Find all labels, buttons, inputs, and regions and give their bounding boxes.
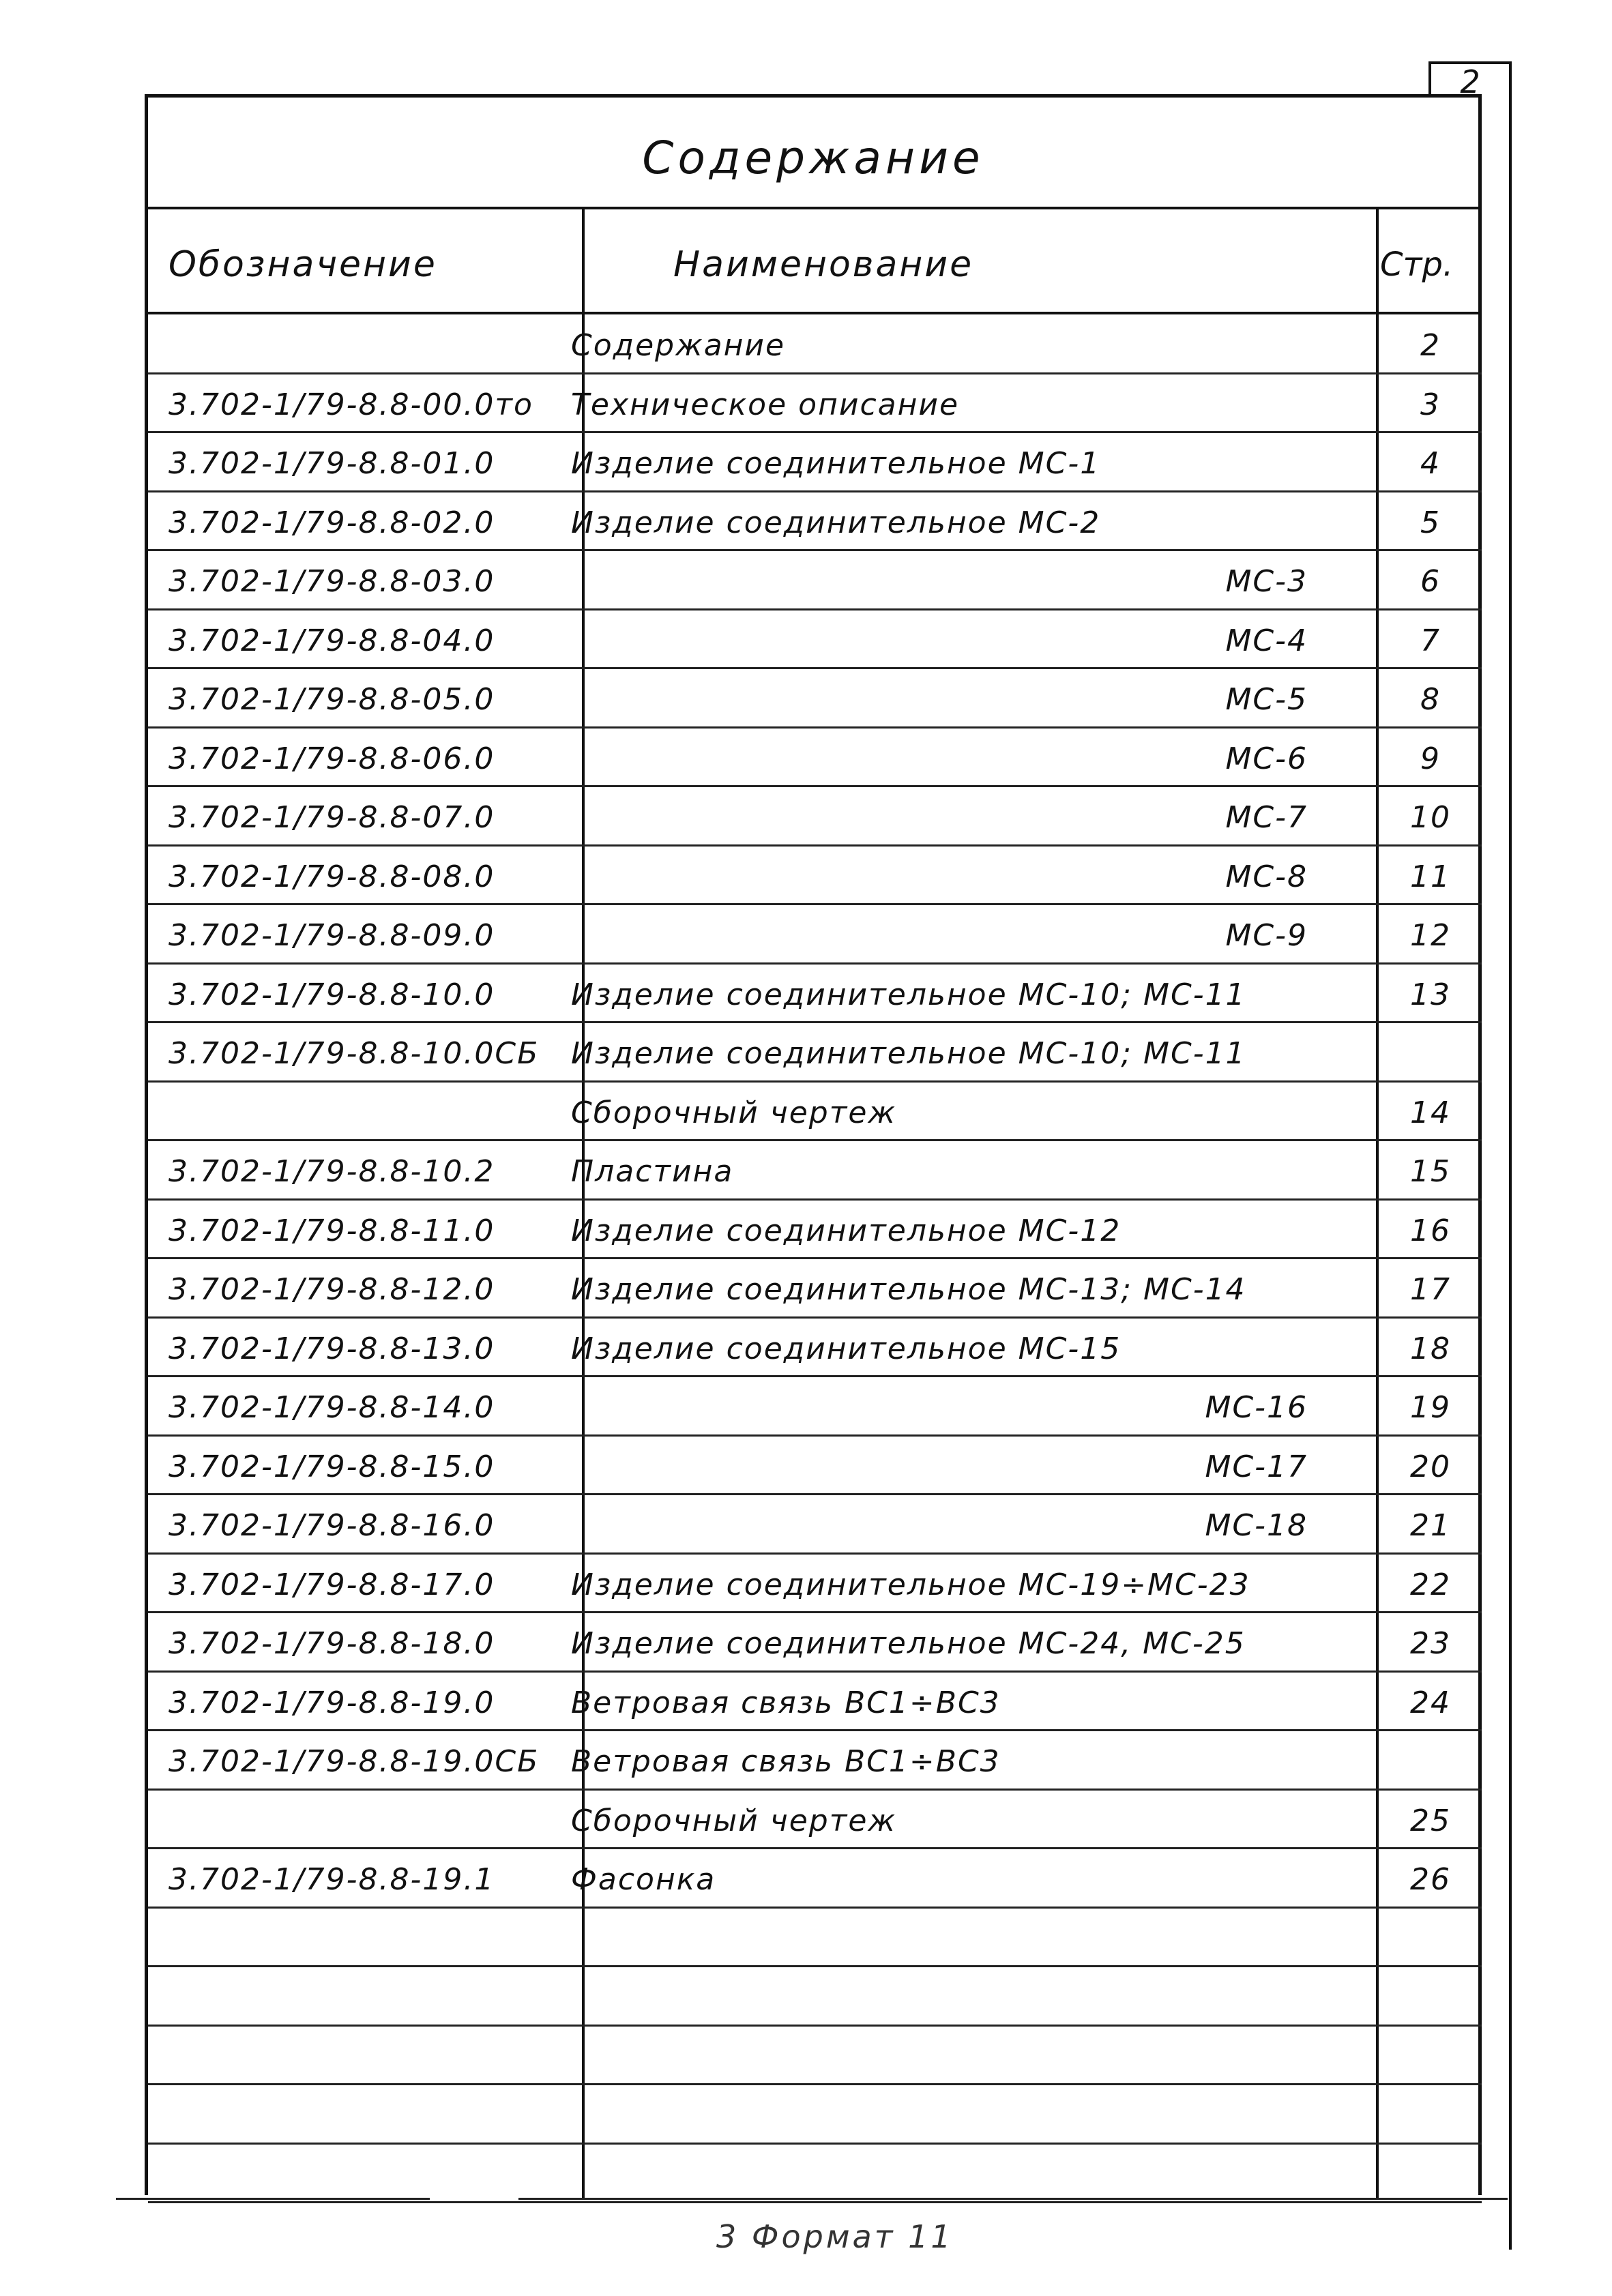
row-page: 2	[1420, 328, 1441, 363]
row-name: Сборочный чертеж	[571, 1095, 897, 1130]
row-divider	[148, 1611, 1482, 1613]
row-page: 23	[1410, 1626, 1451, 1661]
row-divider	[148, 1729, 1482, 1731]
row-designation: 3.702-1/79-8.8-19.0СБ	[168, 1744, 540, 1779]
row-divider	[148, 1789, 1482, 1791]
row-divider	[148, 2025, 1482, 2027]
row-divider	[148, 903, 1482, 905]
header-name: Наименование	[673, 244, 974, 285]
row-divider	[148, 1847, 1482, 1849]
header-designation: Обозначение	[168, 244, 437, 285]
row-page: 21	[1410, 1508, 1451, 1543]
row-name: МС-18	[1205, 1508, 1308, 1543]
row-name: Техническое описание	[571, 387, 960, 422]
footer-line	[116, 2198, 430, 2200]
row-name: Изделие соединительное МС-10; МС-11	[571, 1036, 1246, 1071]
row-page: 11	[1410, 859, 1451, 894]
row-page: 14	[1410, 1095, 1451, 1130]
row-designation: 3.702-1/79-8.8-10.0	[168, 977, 495, 1012]
row-designation: 3.702-1/79-8.8-02.0	[168, 505, 495, 540]
row-page: 8	[1420, 682, 1441, 717]
row-page: 6	[1420, 564, 1441, 599]
row-divider	[148, 1907, 1482, 1909]
row-divider	[148, 1375, 1482, 1377]
row-designation: 3.702-1/79-8.8-05.0	[168, 682, 495, 717]
row-page: 22	[1410, 1567, 1451, 1602]
sheet-number: 2	[1428, 61, 1512, 97]
row-divider	[148, 1080, 1482, 1083]
title-divider	[148, 207, 1478, 209]
row-designation: 3.702-1/79-8.8-16.0	[168, 1508, 495, 1543]
row-name: Изделие соединительное МС-12	[571, 1213, 1122, 1248]
header-divider	[148, 312, 1478, 314]
row-divider	[148, 844, 1482, 847]
row-page: 3	[1420, 387, 1441, 422]
row-designation: 3.702-1/79-8.8-03.0	[168, 564, 495, 599]
row-page: 7	[1420, 623, 1441, 658]
row-page: 25	[1410, 1803, 1451, 1838]
row-page: 9	[1420, 741, 1441, 776]
row-divider	[148, 431, 1482, 433]
row-name: Изделие соединительное МС-1	[571, 446, 1101, 481]
row-designation: 3.702-1/79-8.8-08.0	[168, 859, 495, 894]
row-divider	[148, 785, 1482, 787]
row-name: МС-9	[1225, 918, 1308, 953]
row-divider	[148, 1552, 1482, 1555]
row-name: Фасонка	[571, 1862, 716, 1897]
row-designation: 3.702-1/79-8.8-04.0	[168, 623, 495, 658]
row-page: 10	[1410, 800, 1451, 835]
row-name: Изделие соединительное МС-2	[571, 505, 1101, 540]
row-designation: 3.702-1/79-8.8-12.0	[168, 1272, 495, 1307]
row-divider	[148, 490, 1482, 492]
row-designation: 3.702-1/79-8.8-00.0то	[168, 387, 533, 422]
row-page: 4	[1420, 446, 1441, 481]
row-divider	[148, 1434, 1482, 1437]
row-divider	[148, 726, 1482, 728]
row-divider	[148, 962, 1482, 965]
row-divider	[148, 1316, 1482, 1319]
row-divider	[148, 1671, 1482, 1673]
row-name: Изделие соединительное МС-13; МС-14	[571, 1272, 1246, 1307]
row-name: Сборочный чертеж	[571, 1803, 897, 1838]
row-divider	[148, 1965, 1482, 1967]
row-name: Пластина	[571, 1154, 734, 1189]
row-page: 5	[1420, 505, 1441, 540]
row-name: Содержание	[571, 328, 786, 363]
row-divider	[148, 549, 1482, 551]
row-page: 24	[1410, 1685, 1451, 1720]
row-name: Изделие соединительное МС-19÷МС-23	[571, 1567, 1250, 1602]
header-page: Стр.	[1380, 246, 1454, 284]
row-name: Изделие соединительное МС-24, МС-25	[571, 1626, 1246, 1661]
row-name: МС-17	[1205, 1449, 1308, 1484]
row-name: МС-4	[1225, 623, 1308, 658]
row-page: 16	[1410, 1213, 1451, 1248]
row-designation: 3.702-1/79-8.8-19.0	[168, 1685, 495, 1720]
contents-table-frame	[145, 94, 1482, 2195]
row-divider	[148, 1198, 1482, 1201]
row-divider	[148, 1257, 1482, 1259]
row-name: МС-6	[1225, 741, 1308, 776]
row-designation: 3.702-1/79-8.8-10.0СБ	[168, 1036, 540, 1071]
row-page: 12	[1410, 918, 1451, 953]
page-title: Содержание	[642, 132, 984, 184]
row-name: МС-8	[1225, 859, 1308, 894]
row-name: Ветровая связь ВС1÷ВС3	[571, 1744, 1001, 1779]
row-designation: 3.702-1/79-8.8-10.2	[168, 1154, 495, 1189]
row-divider	[148, 2083, 1482, 2085]
row-divider	[148, 2201, 1482, 2203]
row-name: МС-3	[1225, 564, 1308, 599]
row-name: МС-16	[1205, 1390, 1308, 1425]
row-name: МС-7	[1225, 800, 1308, 835]
row-page: 18	[1410, 1331, 1451, 1366]
row-divider	[148, 372, 1482, 374]
row-divider	[148, 2143, 1482, 2145]
row-designation: 3.702-1/79-8.8-09.0	[168, 918, 495, 953]
row-divider	[148, 667, 1482, 669]
row-page: 17	[1410, 1272, 1451, 1307]
outer-frame-line	[1509, 94, 1512, 2250]
row-divider	[148, 1139, 1482, 1141]
row-designation: 3.702-1/79-8.8-14.0	[168, 1390, 495, 1425]
row-name: Изделие соединительное МС-10; МС-11	[571, 977, 1246, 1012]
footer-stamp: 3 Формат 11	[716, 2218, 954, 2255]
row-designation: 3.702-1/79-8.8-01.0	[168, 446, 495, 481]
row-name: МС-5	[1225, 682, 1308, 717]
row-name: Ветровая связь ВС1÷ВС3	[571, 1685, 1001, 1720]
row-name: Изделие соединительное МС-15	[571, 1331, 1122, 1366]
row-divider	[148, 1021, 1482, 1023]
row-divider	[148, 608, 1482, 610]
row-page: 26	[1410, 1862, 1451, 1897]
row-page: 13	[1410, 977, 1451, 1012]
row-page: 19	[1410, 1390, 1451, 1425]
row-designation: 3.702-1/79-8.8-18.0	[168, 1626, 495, 1661]
row-designation: 3.702-1/79-8.8-07.0	[168, 800, 495, 835]
footer-line	[518, 2198, 1508, 2200]
row-designation: 3.702-1/79-8.8-17.0	[168, 1567, 495, 1602]
row-designation: 3.702-1/79-8.8-11.0	[168, 1213, 495, 1248]
row-designation: 3.702-1/79-8.8-13.0	[168, 1331, 495, 1366]
row-page: 20	[1410, 1449, 1451, 1484]
row-designation: 3.702-1/79-8.8-19.1	[168, 1862, 495, 1897]
row-designation: 3.702-1/79-8.8-06.0	[168, 741, 495, 776]
row-page: 15	[1410, 1154, 1451, 1189]
row-designation: 3.702-1/79-8.8-15.0	[168, 1449, 495, 1484]
row-divider	[148, 1493, 1482, 1495]
